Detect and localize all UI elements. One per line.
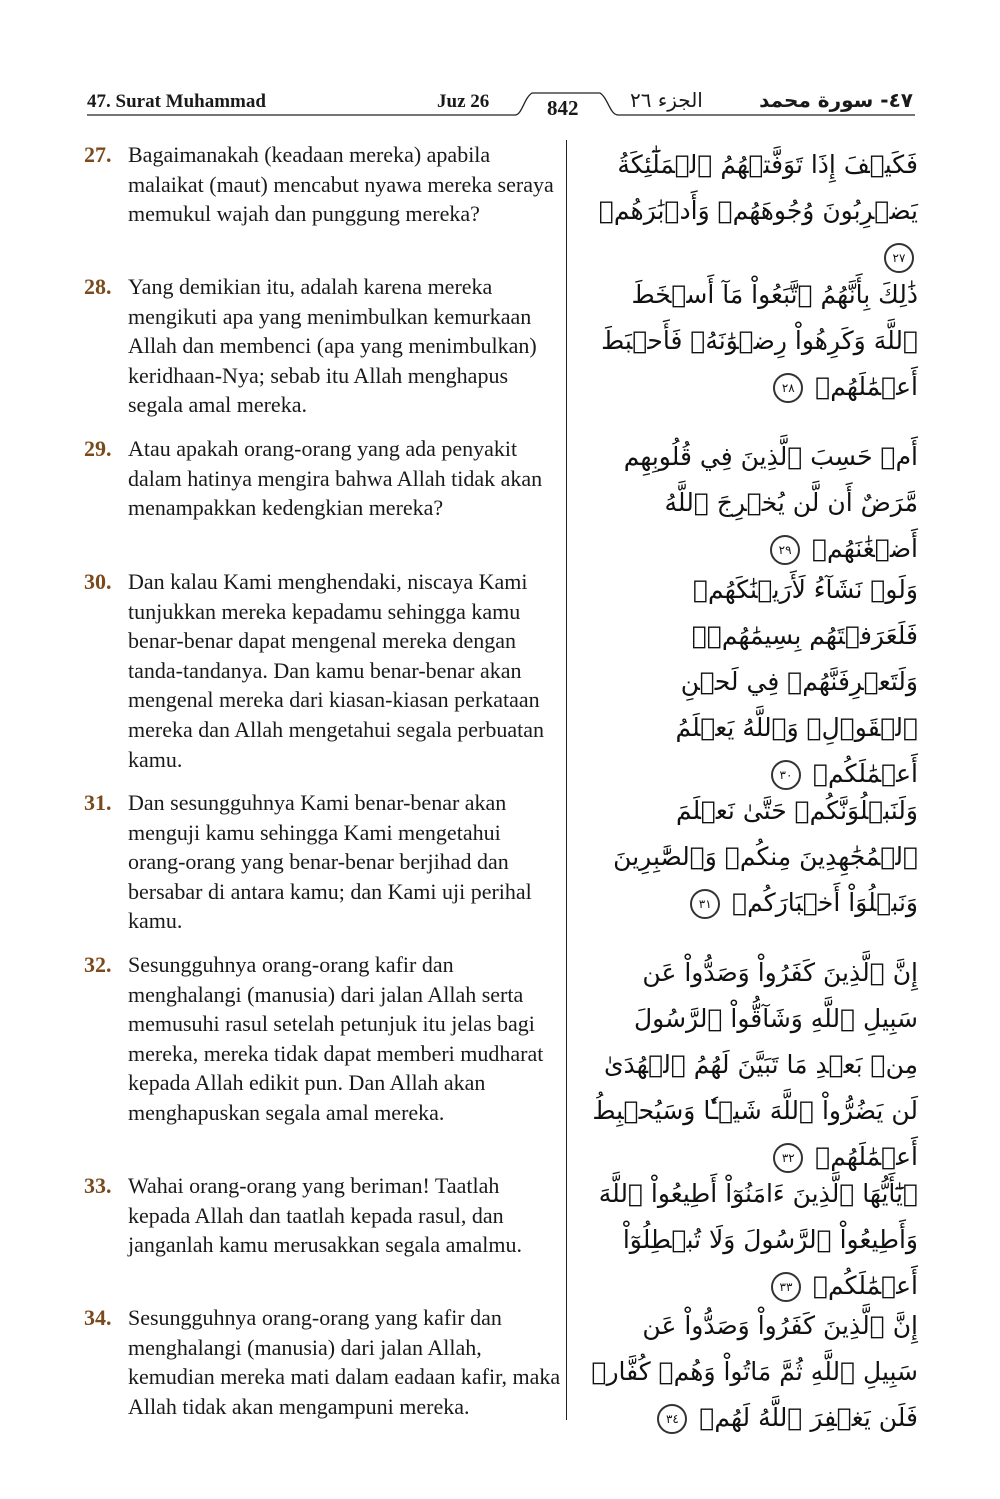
- page-header: [0, 0, 1000, 130]
- verse-end-marker: ٢٨: [773, 373, 803, 403]
- translation-text: Bagaimanakah (keadaan mereka) apabila malaikat (maut) mencabut nyawa mereka seraya memukul wajah dan punggung mereka?: [128, 142, 554, 227]
- arabic-text: ذَٰلِكَ بِأَنَّهُمُ ٱتَّبَعُواْ مَآ أَسۡخَطَ ٱللَّهَ وَكَرِهُواْ رِضۡوَٰنَهُۥ فَأَحۡبَطَ أَعۡمَٰلَهُمۡ: [601, 280, 918, 401]
- arabic-verse: [588, 1171, 918, 1309]
- column-divider: [566, 140, 567, 1420]
- verse-number: 31.: [84, 790, 112, 815]
- translation: [84, 272, 562, 420]
- translation: [84, 567, 562, 774]
- verse-end-marker: ٢٩: [770, 535, 800, 565]
- verse-end-marker: ٣٠: [771, 760, 801, 790]
- juz-label-latin: Juz 26: [437, 91, 490, 112]
- translation: [84, 788, 562, 936]
- verse-number: 27.: [84, 142, 112, 167]
- verse-end-marker: ٣٤: [657, 1404, 687, 1434]
- verse-number: 34.: [84, 1305, 112, 1330]
- juz-label-arabic: الجزء ٢٦: [630, 88, 703, 112]
- arabic-verse: [588, 567, 918, 797]
- arabic-text: إِنَّ ٱلَّذِينَ كَفَرُواْ وَصَدُّواْ عَن سَبِيلِ ٱللَّهِ ثُمَّ مَاتُواْ وَهُمۡ كُفَّارٞ فَلَن يَغۡفِرَ ٱللَّهُ لَهُمۡ: [591, 1311, 918, 1432]
- verse-number: 32.: [84, 952, 112, 977]
- translation-text: Yang demikian itu, adalah karena mereka mengikuti apa yang menimbulkan kemurkaan Allah dan membenci (apa yang menimbulkan) keridhaan-Nya; sebab itu Allah menghapus segala amal mereka.: [128, 274, 537, 418]
- arabic-verse: [588, 950, 918, 1180]
- translation-text: Sesungguhnya orang-orang kafir dan menghalangi (manusia) dari jalan Allah serta memusuhi rasul setelah petunjuk itu jelas bagi mereka, mereka tidak dapat memberi mudharat kepada Allah edikit pun. Dan Allah akan menghapuskan segala amal mereka.: [128, 952, 544, 1125]
- arabic-verse: [588, 272, 918, 410]
- arabic-verse: [588, 142, 918, 280]
- translation: [84, 1303, 562, 1421]
- arabic-text: وَلَنَبۡلُوَنَّكُمۡ حَتَّىٰ نَعۡلَمَ ٱلۡمُجَٰهِدِينَ مِنكُمۡ وَٱلصَّٰبِرِينَ وَنَبۡلُوَاْ أَخۡبَارَكُمۡ: [613, 796, 918, 917]
- verse-end-marker: ٣٣: [771, 1272, 801, 1302]
- translation: [84, 140, 562, 229]
- verse-end-marker: ٢٧: [884, 243, 914, 273]
- verse-number: 30.: [84, 569, 112, 594]
- translation: [84, 1171, 562, 1260]
- translation: [84, 434, 562, 523]
- verse-number: 33.: [84, 1173, 112, 1198]
- translation-text: Sesungguhnya orang-orang yang kafir dan menghalangi (manusia) dari jalan Allah, kemudian mereka mati dalam eadaan kafir, maka Allah tidak akan mengampuni mereka.: [128, 1305, 561, 1419]
- verse-number: 28.: [84, 274, 112, 299]
- arabic-text: إِنَّ ٱلَّذِينَ كَفَرُواْ وَصَدُّواْ عَن سَبِيلِ ٱللَّهِ وَشَآقُّواْ ٱلرَّسُولَ مِنۢ بَعۡدِ مَا تَبَيَّنَ لَهُمُ ٱلۡهُدَىٰ لَن يَضُرُّواْ ٱللَّهَ شَيۡـٔٗا وَسَيُحۡبِطُ أَعۡمَٰلَهُمۡ: [592, 958, 918, 1171]
- arabic-text: أَمۡ حَسِبَ ٱلَّذِينَ فِي قُلُوبِهِم مَّرَضٌ أَن لَّن يُخۡرِجَ ٱللَّهُ أَضۡغَٰنَهُمۡ: [623, 442, 918, 563]
- surah-title-latin: 47. Surat Muhammad: [87, 91, 266, 112]
- translation-text: Atau apakah orang-orang yang ada penyakit dalam hatinya mengira bahwa Allah tidak akan menampakkan kedengkian mereka?: [128, 436, 543, 521]
- translation-text: Dan kalau Kami menghendaki, niscaya Kami tunjukkan mereka kepadamu sehingga kamu benar-benar dapat mengenal mereka dengan tanda-tandanya. Dan kamu benar-benar akan mengenal mereka dari kiasan-kiasan perkataan mereka dan Allah mengetahui segala perbuatan kamu.: [128, 569, 544, 772]
- arabic-verse: [588, 1303, 918, 1441]
- verse-end-marker: ٣٢: [773, 1143, 803, 1173]
- arabic-text: ۞يَٰٓأَيُّهَا ٱلَّذِينَ ءَامَنُوٓاْ أَطِيعُواْ ٱللَّهَ وَأَطِيعُواْ ٱلرَّسُولَ وَلَا تُبۡطِلُوٓاْ أَعۡمَٰلَكُمۡ: [598, 1179, 918, 1300]
- arabic-text: وَلَوۡ نَشَآءُ لَأَرَيۡنَٰكَهُمۡ فَلَعَرَفۡتَهُم بِسِيمَٰهُمۡۚ وَلَتَعۡرِفَنَّهُمۡ فِي لَحۡنِ ٱلۡقَوۡلِۚ وَٱللَّهُ يَعۡلَمُ أَعۡمَٰلَكُمۡ: [675, 575, 918, 788]
- arabic-verse: [588, 434, 918, 572]
- arabic-text: فَكَيۡفَ إِذَا تَوَفَّتۡهُمُ ٱلۡمَلَٰٓئِكَةُ يَضۡرِبُونَ وُجُوهَهُمۡ وَأَدۡبَٰرَهُمۡ: [598, 150, 918, 225]
- translation-text: Wahai orang-orang yang beriman! Taatlah kepada Allah dan taatlah kepada rasul, dan janganlah kamu merusakkan segala amalmu.: [128, 1173, 523, 1258]
- translation: [84, 950, 562, 1128]
- verse-number: 29.: [84, 436, 112, 461]
- arabic-verse: [588, 788, 918, 926]
- verse-end-marker: ٣١: [690, 889, 720, 919]
- page-number: 842: [547, 96, 579, 120]
- surah-title-arabic: ٤٧- سورة محمد: [759, 88, 913, 112]
- translation-text: Dan sesungguhnya Kami benar-benar akan menguji kamu sehingga Kami mengetahui orang-orang yang benar-benar berjihad dan bersabar di antara kamu; dan Kami uji perihal kamu.: [128, 790, 532, 934]
